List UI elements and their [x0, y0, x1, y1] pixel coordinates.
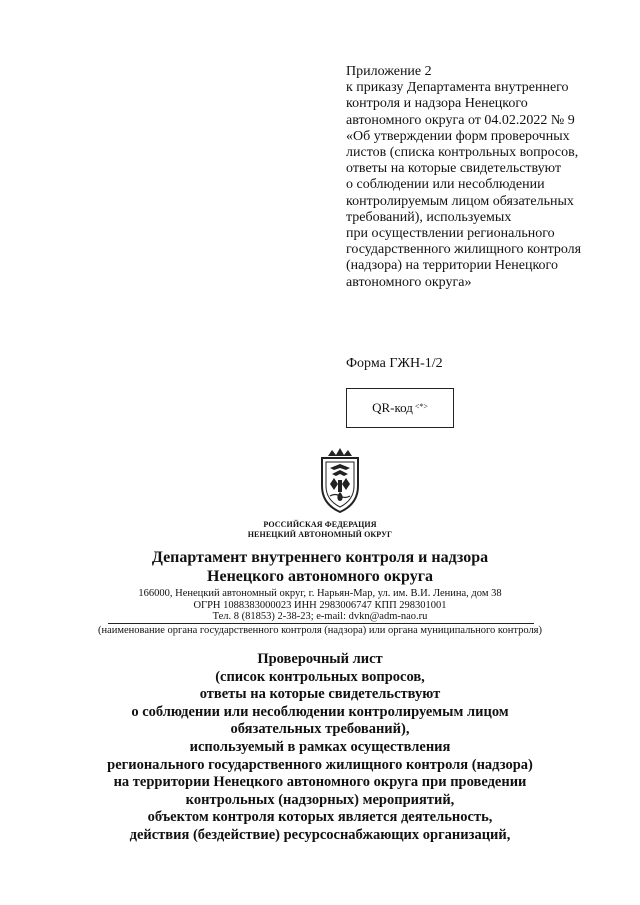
document-title	[0, 651, 640, 845]
appendix-line: контролируемым лицом обязательных	[346, 193, 574, 209]
title-line: о соблюдении или несоблюдении контролируемым лицом	[131, 703, 509, 720]
appendix-line: листов (списка контрольных вопросов,	[346, 145, 579, 161]
authority-caption: (наименование органа государственного контроля (надзора) или органа муниципального контроля)	[97, 625, 543, 636]
appendix-line: ответы на которые свидетельствуют	[346, 161, 562, 177]
title-line: обязательных требований),	[230, 721, 410, 738]
appendix-line: о соблюдении или несоблюдении	[346, 177, 545, 193]
department-name-region: Ненецкого автономного округа	[207, 568, 433, 585]
address-line: 166000, Ненецкий автономный округ, г. Нарьян-Мар, ул. им. В.И. Ленина, дом 38	[138, 588, 502, 599]
coat-of-arms-icon	[306, 446, 374, 514]
qr-code-box	[346, 388, 454, 428]
registry-line: ОГРН 1088383000023 ИНН 2983006747 КПП 298301001	[193, 600, 447, 611]
title-line: Проверочный лист	[257, 651, 383, 667]
appendix-line: к приказу Департамента внутреннего	[346, 80, 569, 96]
title-line: (список контрольных вопросов,	[215, 668, 425, 685]
qr-code-label: QR-код	[372, 400, 413, 415]
title-line: ответы на которые свидетельствуют	[199, 686, 441, 703]
title-line: регионального государственного жилищного контроля (надзора)	[107, 756, 533, 773]
appendix-line: государственного жилищного контроля	[346, 242, 582, 258]
appendix-block	[346, 64, 616, 291]
okrug-line: НЕНЕЦКИЙ АВТОНОМНЫЙ ОКРУГ	[247, 530, 393, 539]
appendix-line: требований), используемых	[346, 209, 512, 225]
department-name: Департамент внутреннего контроля и надзора	[151, 549, 489, 566]
qr-code-note: <*>	[414, 401, 428, 411]
title-line: используемый в рамках осуществления	[189, 738, 451, 755]
title-line: на территории Ненецкого автономного округа при проведении	[113, 774, 527, 791]
appendix-line: Приложение 2	[346, 64, 432, 79]
appendix-line: (надзора) на территории Ненецкого	[346, 258, 558, 274]
appendix-line: автономного округа»	[346, 274, 472, 290]
appendix-line: «Об утверждении форм проверочных	[346, 128, 570, 144]
form-code: Форма ГЖН-1/2	[346, 356, 443, 371]
title-line: контрольных (надзорных) мероприятий,	[185, 791, 455, 808]
divider	[108, 623, 534, 624]
title-line: объектом контроля которых является деятельность,	[147, 809, 493, 826]
appendix-line: автономного округа от 04.02.2022 № 9	[346, 112, 575, 128]
phone-email-line: Тел. 8 (81853) 2-38-23; e-mail: dvkn@adm-nao.ru	[212, 611, 428, 622]
federation-line: РОССИЙСКАЯ ФЕДЕРАЦИЯ	[263, 520, 377, 529]
appendix-line: при осуществлении регионального	[346, 226, 555, 242]
appendix-line: контроля и надзора Ненецкого	[346, 96, 528, 112]
title-line: действия (бездействие) ресурсоснабжающих организаций,	[129, 826, 511, 843]
